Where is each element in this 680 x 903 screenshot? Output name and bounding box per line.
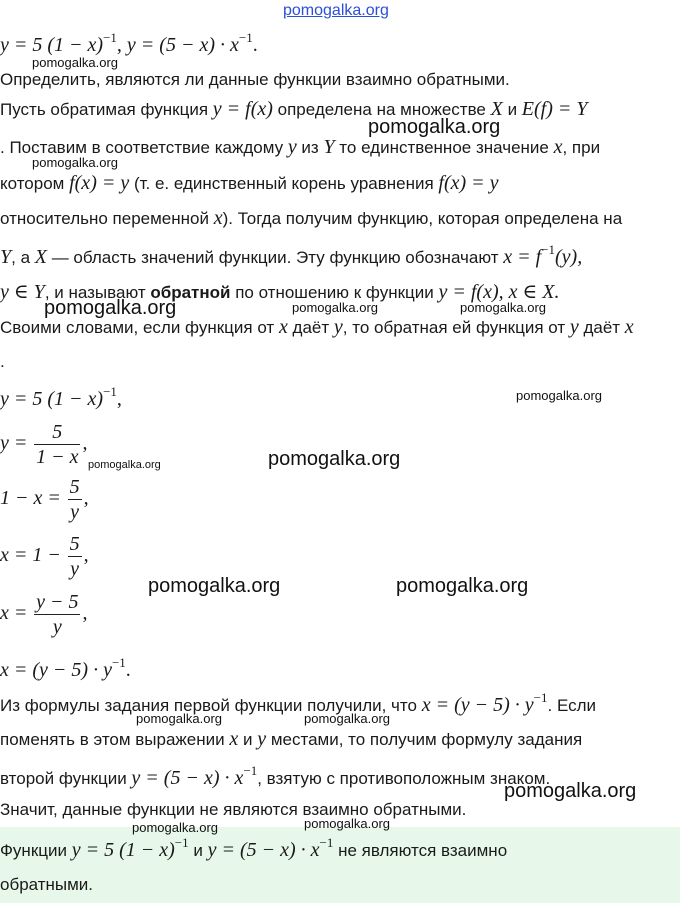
text: . Если: [547, 696, 597, 715]
formula: y = f(x): [212, 98, 273, 120]
formula: x: [278, 316, 288, 338]
watermark: pomogalka.org: [292, 300, 378, 315]
watermark: pomogalka.org: [32, 55, 118, 70]
step-6: [0, 655, 131, 682]
denominator: 1 − x: [36, 446, 79, 468]
formula: x = (y − 5) · y: [421, 694, 534, 716]
formula-lhs: 1 − x =: [0, 486, 61, 509]
text: не являются взаимно: [333, 841, 508, 860]
formula-y2: , y = (5 − x) · x: [116, 34, 239, 56]
text: из: [296, 138, 324, 157]
formula: y: [569, 316, 579, 338]
exponent: −1: [533, 690, 548, 705]
formula: y = (5 − x) · x: [131, 767, 244, 789]
formula: y ∈ Y: [0, 281, 45, 303]
text: по отношению к функции: [230, 283, 439, 302]
conclusion-line-3: [0, 763, 550, 790]
fraction: [68, 532, 82, 581]
formula: f(x) = y: [438, 172, 499, 194]
text: (т. е. единственный корень уравнения: [129, 174, 439, 193]
watermark: pomogalka.org: [516, 388, 602, 403]
text: местами, то получим формулу задания: [266, 730, 583, 749]
formula: y: [287, 136, 297, 158]
exponent: −1: [174, 835, 189, 850]
fraction: [34, 420, 80, 469]
step-3: [0, 475, 89, 524]
text: даёт: [578, 318, 625, 337]
conclusion-line-4: Значит, данные функции не являются взаимно обратными.: [0, 800, 467, 819]
formula-lhs: x = 1 −: [0, 543, 61, 566]
step-2: [0, 420, 87, 469]
formula: y = 5 (1 − x): [71, 839, 175, 861]
answer-line-1: [0, 835, 507, 862]
comma: ,: [82, 601, 88, 624]
formula-lhs: y =: [0, 431, 28, 454]
watermark: pomogalka.org: [32, 155, 118, 170]
text: , при: [562, 138, 601, 157]
bold-term: обратной: [150, 283, 231, 302]
denominator: y: [70, 501, 80, 523]
site-link[interactable]: pomogalka.org: [283, 2, 389, 19]
text: и: [502, 100, 522, 119]
answer-box: [0, 827, 680, 903]
theory-line-5: [0, 242, 582, 269]
text: , то обратная ей функция от: [342, 318, 570, 337]
formula: y = 5 (1 − x): [0, 388, 104, 410]
watermark: pomogalka.org: [268, 448, 401, 470]
watermark: pomogalka.org: [132, 820, 218, 835]
formula: (y),: [555, 246, 583, 268]
formula: y: [333, 316, 343, 338]
answer-line-2: обратными.: [0, 875, 94, 894]
watermark: pomogalka.org: [368, 116, 501, 138]
text: котором: [0, 174, 70, 193]
watermark: pomogalka.org: [88, 459, 161, 471]
text: поменять в этом выражении: [0, 730, 230, 749]
formula: X: [490, 98, 503, 120]
task-statement: Определить, являются ли данные функции взаимно обратными.: [0, 70, 510, 89]
text: Функции: [0, 841, 72, 860]
fraction: [34, 590, 80, 639]
exponent: −1: [243, 763, 258, 778]
comma: ,: [82, 431, 88, 454]
exponent: −1: [103, 30, 117, 45]
formula-y1: y = 5 (1 − x): [0, 34, 104, 56]
formula: x: [553, 136, 563, 158]
text: , а: [11, 248, 35, 267]
denominator: y: [52, 616, 62, 638]
formula: y = (5 − x) · x: [207, 839, 320, 861]
step-1: [0, 384, 122, 411]
text: , и называют: [44, 283, 151, 302]
watermark: pomogalka.org: [504, 780, 637, 802]
numerator: y − 5: [36, 591, 79, 613]
formula: y: [257, 728, 267, 750]
formula: Y: [0, 246, 12, 268]
step-5: [0, 590, 87, 639]
period: .: [252, 34, 258, 56]
comma: ,: [116, 388, 122, 410]
text: относительно переменной: [0, 209, 214, 228]
text: второй функции: [0, 769, 132, 788]
step-4: [0, 532, 89, 581]
given-functions: [0, 30, 258, 57]
text: Пусть обратимая функция: [0, 100, 213, 119]
text: определена на множестве: [272, 100, 491, 119]
text: , взятую с противоположным знаком.: [257, 769, 551, 788]
text: ). Тогда получим функцию, которая определена на: [222, 209, 623, 228]
numerator: 5: [34, 420, 80, 445]
watermark: pomogalka.org: [136, 711, 222, 726]
conclusion-line-2: [0, 728, 582, 751]
formula: f(x) = y: [69, 172, 130, 194]
watermark: pomogalka.org: [396, 575, 529, 597]
exponent: −1: [103, 384, 117, 399]
theory-line-3: [0, 172, 499, 195]
exponent: −1: [111, 655, 126, 670]
comma: ,: [83, 543, 89, 566]
watermark: pomogalka.org: [304, 711, 390, 726]
text: . Поставим в соответствие каждому: [0, 138, 288, 157]
watermark: pomogalka.org: [148, 575, 281, 597]
exponent: −1: [541, 242, 556, 257]
fraction: [68, 475, 82, 524]
comma: ,: [83, 486, 89, 509]
formula: x: [213, 207, 223, 229]
watermark: pomogalka.org: [304, 816, 390, 831]
formula: x = f: [503, 246, 542, 268]
explanation-line: [0, 316, 634, 339]
formula: X: [34, 246, 47, 268]
watermark: pomogalka.org: [460, 300, 546, 315]
period: .: [125, 659, 131, 681]
formula: x: [229, 728, 239, 750]
exponent: −1: [238, 30, 253, 45]
watermark: pomogalka.org: [44, 297, 177, 319]
formula: Y: [323, 136, 335, 158]
numerator: 5: [69, 533, 80, 555]
text: Из формулы задания первой функции получили, что: [0, 696, 422, 715]
text: и: [238, 730, 258, 749]
conclusion-line-1: [0, 690, 596, 717]
formula: y = f(x), x ∈ X.: [438, 281, 560, 303]
explanation-period: .: [0, 352, 5, 371]
text: Своими словами, если функция от: [0, 318, 279, 337]
text: даёт: [287, 318, 334, 337]
formula: x = (y − 5) · y: [0, 659, 112, 681]
text: — область значений функции. Эту функцию обозначают: [46, 248, 504, 267]
numerator: 5: [69, 476, 80, 498]
formula-lhs: x =: [0, 601, 28, 624]
formula: x: [624, 316, 634, 338]
denominator: y: [70, 558, 80, 580]
formula: E(f) = Y: [521, 98, 588, 120]
exponent: −1: [319, 835, 334, 850]
text: то единственное значение: [334, 138, 554, 157]
theory-line-4: [0, 207, 622, 230]
text: и: [188, 841, 208, 860]
